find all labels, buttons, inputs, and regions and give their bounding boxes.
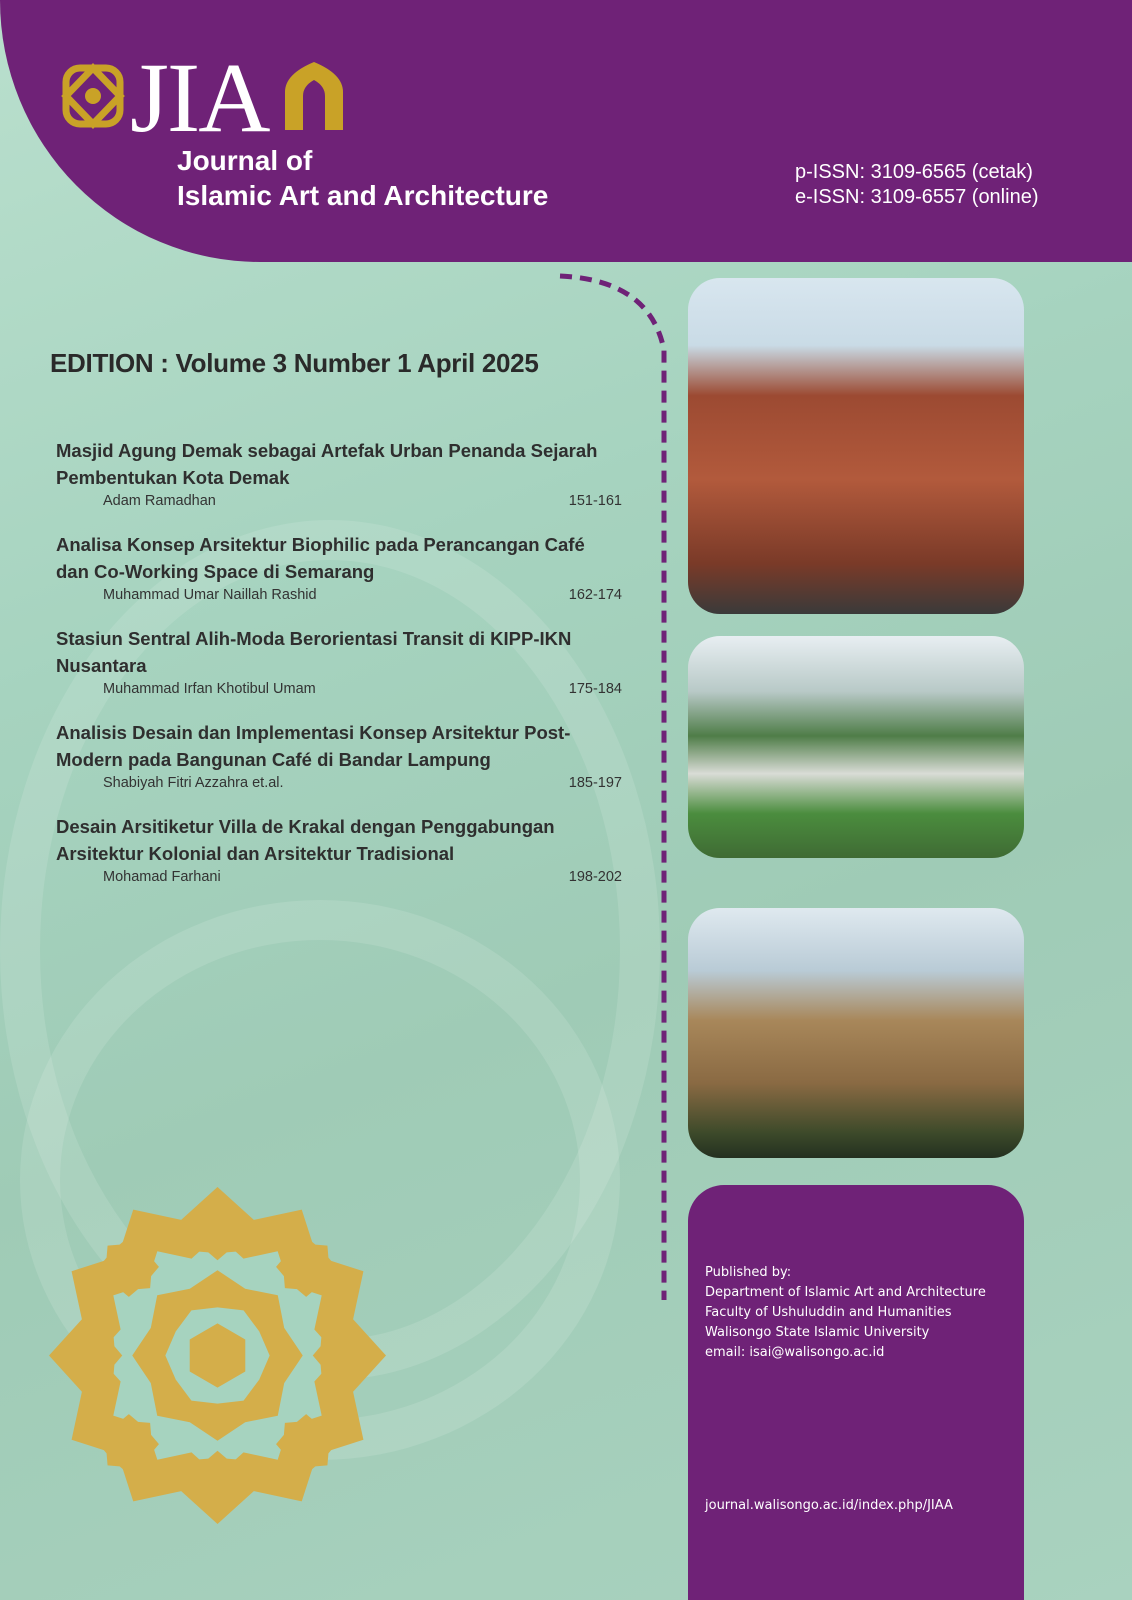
publisher-faculty: Faculty of Ushuluddin and Humanities <box>705 1305 952 1320</box>
publisher-department: Department of Islamic Art and Architecture <box>705 1285 986 1300</box>
article-pages: 175-184 <box>568 681 622 697</box>
article-author: Adam Ramadhan <box>103 493 216 509</box>
article-author: Muhammad Umar Naillah Rashid <box>103 587 317 603</box>
article-pages: 151-161 <box>568 493 622 509</box>
article-author: Mohamad Farhani <box>103 869 221 885</box>
article-entry <box>56 437 622 511</box>
issn-block <box>795 160 1095 210</box>
article-title: Analisa Konsep Arsitektur Biophilic pada Perancangan Café dan Co-Working Space di Semarang <box>56 534 585 582</box>
ornament-small-star <box>276 1414 336 1474</box>
journal-title-line1: Journal of <box>177 145 313 176</box>
article-author: Shabiyah Fitri Azzahra et.al. <box>103 775 284 791</box>
photo-brick-building <box>688 278 1024 614</box>
article-entry <box>56 719 622 793</box>
publisher-university: Walisongo State Islamic University <box>705 1325 930 1340</box>
article-pages: 198-202 <box>568 869 622 885</box>
article-pages: 185-197 <box>568 775 622 791</box>
article-title: Analisis Desain dan Implementasi Konsep Arsitektur Post-Modern pada Bangunan Café di Bandar Lampung <box>56 722 571 770</box>
ornament-small-star <box>313 1325 373 1385</box>
ornament-small-star <box>187 1451 247 1511</box>
article-title: Stasiun Sentral Alih-Moda Berorientasi Transit di KIPP-IKN Nusantara <box>56 628 572 676</box>
article-title: Masjid Agung Demak sebagai Artefak Urban Penanda Sejarah Pembentukan Kota Demak <box>56 440 598 488</box>
photo-bamboo-pavilion <box>688 908 1024 1158</box>
article-author: Muhammad Irfan Khotibul Umam <box>103 681 316 697</box>
publisher-info <box>705 1263 1020 1363</box>
edition-heading: EDITION : Volume 3 Number 1 April 2025 <box>50 348 539 378</box>
p-issn: p-ISSN: 3109-6565 (cetak) <box>795 161 1033 183</box>
journal-url[interactable]: journal.walisongo.ac.id/index.php/JIAA <box>705 1498 953 1513</box>
ornament-small-star <box>276 1237 336 1297</box>
article-entry <box>56 531 622 605</box>
published-by-label: Published by: <box>705 1265 792 1280</box>
ornament-small-star <box>187 1200 247 1260</box>
photo-ikn-palace <box>688 636 1024 858</box>
ornament-small-star <box>99 1414 159 1474</box>
table-of-contents <box>56 437 622 907</box>
article-pages: 162-174 <box>568 587 622 603</box>
islamic-star-ornament <box>45 1183 390 1528</box>
publisher-panel <box>688 1185 1024 1600</box>
article-entry <box>56 813 622 887</box>
publisher-email[interactable]: email: isai@walisongo.ac.id <box>705 1345 885 1360</box>
ornament-small-star <box>99 1237 159 1297</box>
e-issn: e-ISSN: 3109-6557 (online) <box>795 186 1039 208</box>
ornament-small-star <box>62 1325 122 1385</box>
journal-title-line2: Islamic Art and Architecture <box>177 180 549 211</box>
article-entry <box>56 625 622 699</box>
article-title: Desain Arsitiketur Villa de Krakal dengan Penggabungan Arsitektur Kolonial dan Arsitektur Tradisional <box>56 816 555 864</box>
logo-text: JIA <box>130 42 269 153</box>
